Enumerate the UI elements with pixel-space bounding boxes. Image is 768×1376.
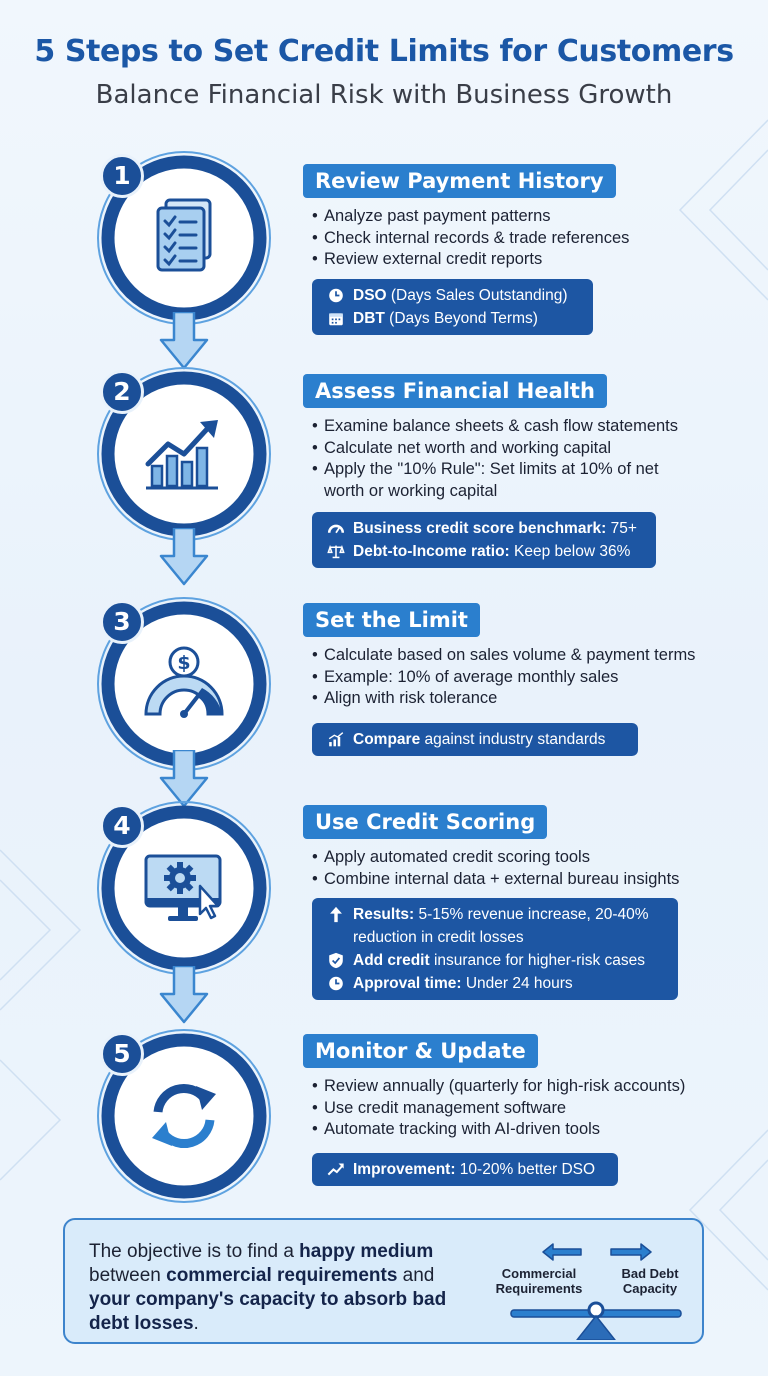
step-5-circle (96, 1028, 272, 1204)
scale-left-label: Commercial Requirements (495, 1266, 583, 1296)
metric-text: (Days Beyond Terms) (384, 310, 538, 327)
metric-label: Improvement: (353, 1161, 456, 1178)
monitor-gear-icon (140, 844, 228, 932)
summary-segment: The objective is to find a (89, 1241, 300, 1262)
metric-label: DSO (353, 287, 387, 304)
summary-emphasis: happy medium (299, 1241, 434, 1262)
metric-text: insurance for higher-risk cases (429, 952, 646, 969)
svg-text:$: $ (177, 652, 191, 674)
metric-label: Results: (353, 906, 415, 923)
step-2-circle (96, 366, 272, 542)
step-number: 3 (100, 600, 144, 644)
arrow-up-icon (326, 903, 346, 923)
summary-text (89, 1240, 469, 1336)
metric-row (326, 972, 666, 995)
down-arrow-icon (157, 966, 211, 1026)
bullet-item: • Apply the "10% Rule": Set limits at 10% of net worth or working capital (312, 459, 694, 502)
step-title: Review Payment History (303, 164, 616, 198)
metric-text: (Days Sales Outstanding) (386, 287, 568, 304)
step-number: 4 (100, 804, 144, 848)
step-title: Assess Financial Health (303, 374, 607, 408)
metrics-panel (312, 279, 593, 335)
step-bullets (312, 645, 752, 710)
bullet-item: • Use credit management software (312, 1098, 752, 1120)
page-subtitle: Balance Financial Risk with Business Growth (95, 80, 673, 110)
balance-scale-graphic (491, 1230, 691, 1340)
summary-emphasis: your company's capacity to absorb bad debt losses (89, 1289, 447, 1334)
trend-up-icon (326, 1158, 346, 1178)
metrics-panel (312, 898, 678, 1000)
step-1-circle (96, 150, 272, 326)
shield-check-icon (326, 949, 346, 969)
metric-row (326, 284, 581, 307)
metrics-panel (312, 723, 638, 756)
metric-label: Business credit score benchmark: (353, 520, 607, 537)
metric-row (326, 1158, 606, 1181)
metrics-panel (312, 512, 656, 568)
bar-trend-icon (326, 728, 346, 748)
step-bullets (312, 847, 752, 890)
down-arrow-icon (157, 528, 211, 588)
bullet-item: • Calculate based on sales volume & payment terms (312, 645, 752, 667)
scale-icon (326, 540, 346, 560)
metric-row (326, 728, 626, 751)
growth-chart-icon (140, 410, 228, 498)
metric-text: Under 24 hours (461, 975, 573, 992)
bullet-item: • Analyze past payment patterns (312, 206, 752, 228)
down-arrow-icon (157, 312, 211, 372)
bullet-item: • Examine balance sheets & cash flow statements (312, 416, 752, 438)
bullet-item: • Check internal records & trade references (312, 228, 752, 250)
step-title: Set the Limit (303, 603, 480, 637)
bullet-item: • Apply automated credit scoring tools (312, 847, 752, 869)
metric-row (326, 903, 666, 949)
bullet-item: • Combine internal data + external bureau insights (312, 869, 752, 891)
step-title: Use Credit Scoring (303, 805, 547, 839)
bullet-item: • Align with risk tolerance (312, 688, 752, 710)
metric-label: Approval time: (353, 975, 462, 992)
metric-row (326, 949, 666, 972)
page-title: 5 Steps to Set Credit Limits for Customers (34, 34, 734, 69)
step-number: 5 (100, 1032, 144, 1076)
clock-icon (326, 972, 346, 992)
step-bullets (312, 1076, 752, 1141)
summary-emphasis: commercial requirements (166, 1265, 398, 1286)
summary-segment: between (89, 1265, 167, 1286)
summary-segment: and (397, 1265, 435, 1286)
calendar-icon (326, 307, 346, 327)
dollar-gauge-icon (140, 640, 228, 728)
step-4-circle (96, 800, 272, 976)
metric-text: against industry standards (420, 731, 606, 748)
gauge-icon (326, 517, 346, 537)
metric-text: 75+ (606, 520, 637, 537)
metric-label: Compare (353, 731, 421, 748)
metric-text: Keep below 36% (509, 543, 631, 560)
step-number: 2 (100, 370, 144, 414)
metric-row (326, 517, 644, 540)
bullet-item: • Calculate net worth and working capital (312, 438, 752, 460)
document-checklist-icon (140, 194, 228, 282)
bullet-item: • Example: 10% of average monthly sales (312, 667, 752, 689)
step-3-circle (96, 596, 272, 772)
metric-text: 5-15% revenue increase, 20-40% reduction in credit losses (353, 906, 649, 946)
bullet-item: • Review annually (quarterly for high-risk accounts) (312, 1076, 752, 1098)
metric-row (326, 307, 581, 330)
scale-right-label: Bad Debt Capacity (621, 1266, 679, 1296)
step-bullets (312, 416, 752, 502)
clock-icon (326, 284, 346, 304)
metrics-panel (312, 1153, 618, 1186)
metric-label: Debt-to-Income ratio: (353, 543, 510, 560)
metric-row (326, 540, 644, 563)
step-bullets (312, 206, 752, 271)
metric-text: 10-20% better DSO (455, 1161, 596, 1178)
refresh-cycle-icon (140, 1072, 228, 1160)
bullet-item: • Automate tracking with AI-driven tools (312, 1119, 752, 1141)
step-title: Monitor & Update (303, 1034, 538, 1068)
bullet-item: • Review external credit reports (312, 249, 752, 271)
step-number: 1 (100, 154, 144, 198)
summary-box (63, 1218, 704, 1344)
metric-label: Add credit (353, 952, 430, 969)
summary-segment: . (193, 1313, 199, 1334)
metric-label: DBT (353, 310, 385, 327)
